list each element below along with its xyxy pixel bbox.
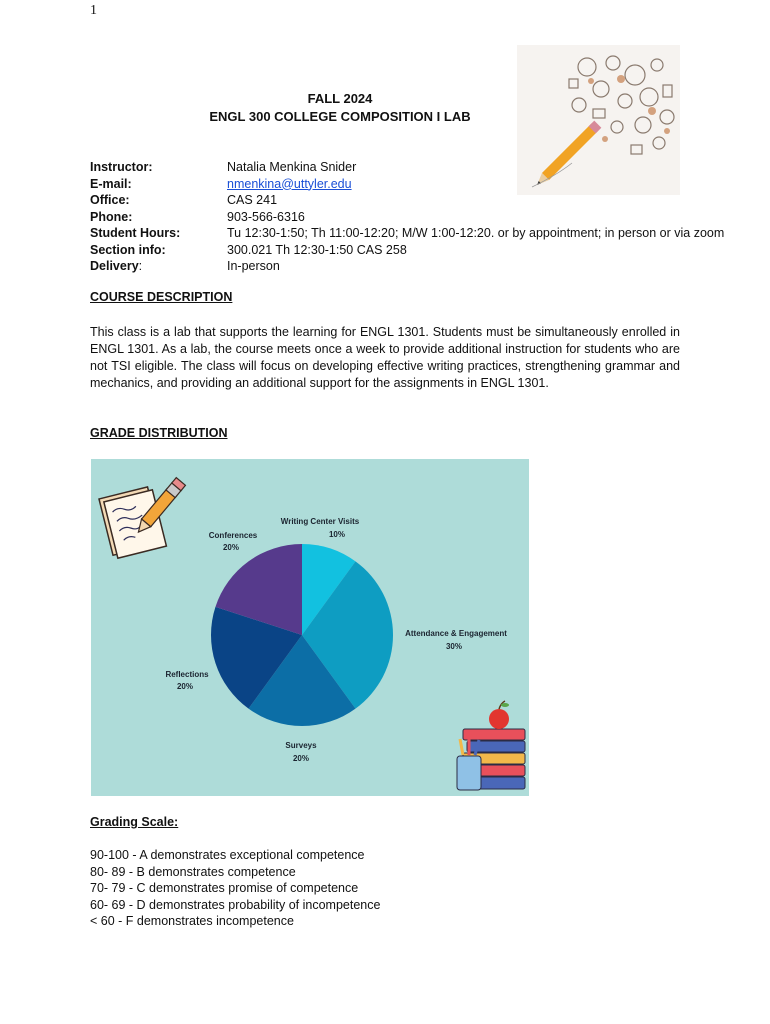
grading-scale-item: 70- 79 - C demonstrates promise of competence <box>90 881 359 895</box>
info-row-email <box>90 177 724 194</box>
pie-chart-svg <box>91 459 529 796</box>
course-title: ENGL 300 COLLEGE COMPOSITION I LAB <box>209 109 471 124</box>
slice-label-reflections-name: Reflections <box>165 670 209 679</box>
delivery-value: In-person <box>227 259 280 273</box>
course-info <box>90 160 724 276</box>
info-row-delivery <box>90 259 724 276</box>
slice-label-writing-center-value: 10% <box>328 530 346 539</box>
page-number: 1 <box>90 3 97 18</box>
instructor-name: Natalia Menkina Snider <box>227 160 357 174</box>
grade-distribution-chart <box>91 459 529 796</box>
office-value: CAS 241 <box>227 193 278 207</box>
grade-distribution-heading: GRADE DISTRIBUTION <box>90 426 228 440</box>
grading-scale-item: < 60 - F demonstrates incompetence <box>90 914 294 928</box>
info-row-office <box>90 193 724 210</box>
info-label: E-mail: <box>90 176 132 191</box>
info-row-phone <box>90 210 724 227</box>
info-label: Office: <box>90 193 130 207</box>
course-description-heading: COURSE DESCRIPTION <box>90 290 233 304</box>
grading-scale-list <box>90 848 380 931</box>
course-description-text: This class is a lab that supports the learning for ENGL 1301. Students must be simultaneously enrolled in ENGL 1301. As a lab, the course meets once a week to provide additional instruction for students who are not TSI eligible. The class will focus on developing effective writing practices, strengthening grammar and mechanics, and providing an additional support for the assignments in ENGL 1301. <box>90 325 680 390</box>
section-value: 300.021 Th 12:30-1:50 CAS 258 <box>227 242 407 257</box>
delivery-colon: : <box>138 259 143 273</box>
info-label: Student Hours: <box>90 226 181 240</box>
student-hours-value: Tu 12:30-1:50; Th 11:00-12:20; M/W 1:00-12:20. or by appointment; in person or via zoom <box>227 226 725 240</box>
pie-slices <box>211 544 393 726</box>
slice-label-attendance-name: Attendance & Engagement <box>405 629 507 638</box>
info-label <box>90 259 227 276</box>
grading-scale-item: 60- 69 - D demonstrates probability of incompetence <box>90 897 381 912</box>
grading-scale-item: 90-100 - A demonstrates exceptional competence <box>90 848 365 862</box>
slice-label-writing-center-name: Writing Center Visits <box>280 517 360 526</box>
info-label: Instructor: <box>90 160 153 174</box>
info-row-instructor <box>90 160 724 177</box>
slice-label-attendance-value: 30% <box>445 642 463 651</box>
grading-scale-heading: Grading Scale: <box>90 815 179 829</box>
slice-label-surveys-name: Surveys <box>285 741 317 750</box>
info-label: Phone: <box>90 209 133 224</box>
books-apple-icon <box>457 701 525 790</box>
grading-scale-item: 80- 89 - B demonstrates competence <box>90 864 296 879</box>
slice-label-conferences-name: Conferences <box>208 531 258 540</box>
info-row-section <box>90 243 724 260</box>
info-label: Section info: <box>90 242 166 257</box>
info-row-student-hours <box>90 226 724 243</box>
slice-label-conferences-value: 20% <box>222 543 240 552</box>
delivery-label: Delivery <box>90 259 139 273</box>
slice-label-surveys-value: 20% <box>292 754 310 763</box>
term-title: FALL 2024 <box>307 91 373 106</box>
slice-label-reflections-value: 20% <box>176 682 194 691</box>
email-link[interactable]: nmenkina@uttyler.edu <box>227 176 352 191</box>
notebook-pencil-icon <box>99 478 185 560</box>
phone-value: 903-566-6316 <box>227 209 305 224</box>
